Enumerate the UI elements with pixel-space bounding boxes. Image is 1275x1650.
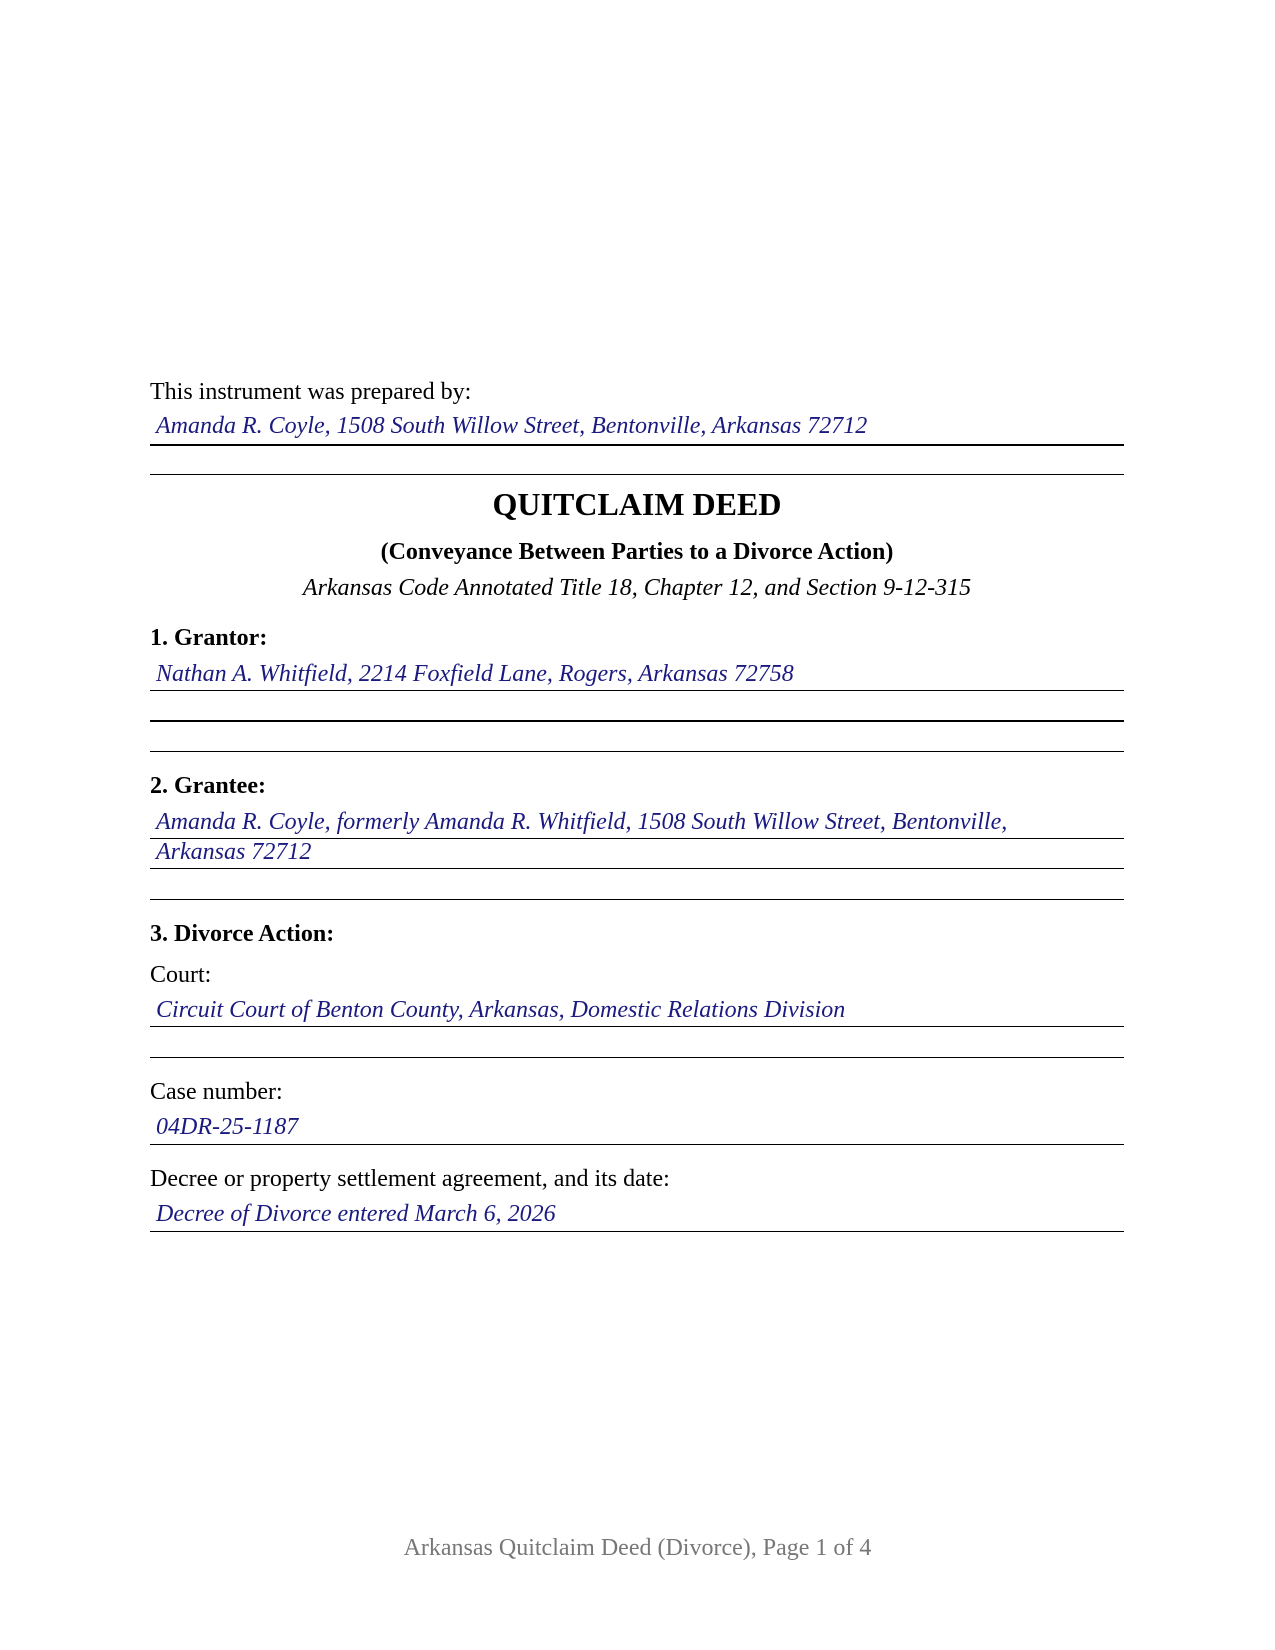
grantor-blank-line[interactable] <box>150 720 1124 722</box>
court-field[interactable]: Circuit Court of Benton County, Arkansas, Domestic Relations Division <box>156 997 846 1023</box>
preparer-label: This instrument was prepared by: <box>150 379 472 405</box>
decree-field[interactable]: Decree of Divorce entered March 6, 2026 <box>156 1201 556 1227</box>
court-label: Court: <box>150 962 212 988</box>
decree-label: Decree or property settlement agreement, and its date: <box>150 1166 670 1192</box>
grantor-underline <box>150 690 1124 691</box>
divorce-action-heading: 3. Divorce Action: <box>150 921 335 947</box>
grantor-heading: 1. Grantor: <box>150 625 268 651</box>
court-underline <box>150 1026 1124 1027</box>
case-number-field[interactable]: 04DR-25-1187 <box>156 1114 299 1140</box>
grantee-underline <box>150 868 1124 869</box>
document-title: QUITCLAIM DEED <box>492 486 782 522</box>
grantor-field[interactable]: Nathan A. Whitfield, 2214 Foxfield Lane, Rogers, Arkansas 72758 <box>156 661 794 687</box>
decree-underline <box>150 1231 1124 1232</box>
grantee-blank-line[interactable] <box>150 899 1124 900</box>
court-blank-line[interactable] <box>150 1057 1124 1058</box>
case-number-underline <box>150 1144 1124 1145</box>
preparer-field[interactable]: Amanda R. Coyle, 1508 South Willow Street, Bentonville, Arkansas 72712 <box>156 413 868 439</box>
page-footer: Arkansas Quitclaim Deed (Divorce), Page 1 of 4 <box>403 1535 872 1561</box>
grantor-blank-line[interactable] <box>150 751 1124 752</box>
preparer-underline <box>150 444 1124 446</box>
grantee-field-line1[interactable]: Amanda R. Coyle, formerly Amanda R. Whitfield, 1508 South Willow Street, Bentonville, <box>156 809 1008 835</box>
statute-citation: Arkansas Code Annotated Title 18, Chapter 12, and Section 9-12-315 <box>302 575 972 601</box>
document-page <box>150 0 1124 1650</box>
grantee-heading: 2. Grantee: <box>150 773 266 799</box>
divider <box>150 474 1124 475</box>
document-subtitle: (Conveyance Between Parties to a Divorce Action) <box>380 539 894 565</box>
grantee-field-line2[interactable]: Arkansas 72712 <box>156 839 312 865</box>
case-number-label: Case number: <box>150 1079 283 1105</box>
